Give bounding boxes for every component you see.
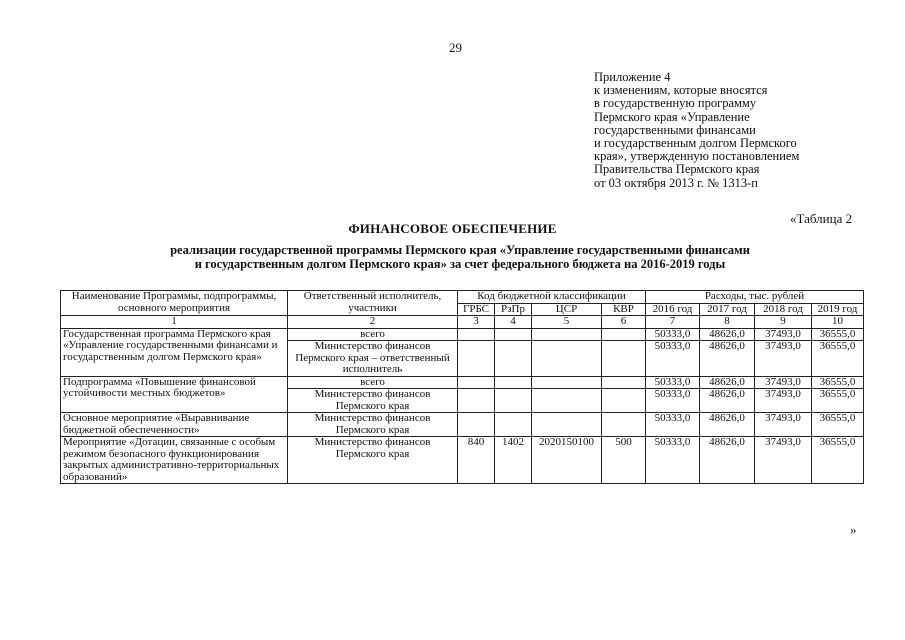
cell-grbs [458, 341, 495, 377]
table-row [61, 376, 864, 389]
row-executor: Министерство финансов Пермского края [288, 413, 458, 437]
cell-kvr: 500 [602, 437, 646, 484]
row-executor: Министерство финансов Пермского края [288, 389, 458, 413]
header-kvr: КВР [602, 303, 646, 316]
closing-quote: » [850, 522, 857, 537]
header-csr: ЦСР [532, 303, 602, 316]
cell-csr: 2020150100 [532, 437, 602, 484]
cell-2019: 36555,0 [812, 328, 864, 341]
cell-2016: 50333,0 [646, 437, 700, 484]
cell-2018: 37493,0 [755, 389, 812, 413]
cell-grbs [458, 389, 495, 413]
row-executor: всего [288, 376, 458, 389]
appendix-note [594, 71, 884, 190]
cell-rzpr [495, 389, 532, 413]
cell-grbs [458, 413, 495, 437]
column-number: 8 [700, 316, 755, 329]
cell-2017: 48626,0 [700, 437, 755, 484]
header-name: Наименование Программы, подпрограммы, основного мероприятия [61, 291, 288, 316]
cell-kvr [602, 389, 646, 413]
cell-grbs: 840 [458, 437, 495, 484]
cell-2019: 36555,0 [812, 437, 864, 484]
appendix-line: Пермского края «Управление [594, 109, 750, 124]
appendix-line: и государственным долгом Пермского [594, 136, 797, 151]
appendix-line: Приложение 4 [594, 70, 671, 84]
cell-rzpr: 1402 [495, 437, 532, 484]
cell-rzpr [495, 376, 532, 389]
appendix-line: в государственную программу [594, 96, 757, 111]
subtitle-line: реализации государственной программы Пермского края «Управление государственными финансами [170, 243, 750, 257]
row-executor: всего [288, 328, 458, 341]
header-2016: 2016 год [646, 303, 700, 316]
column-number: 9 [755, 316, 812, 329]
column-number: 2 [288, 316, 458, 329]
document-subtitle [80, 243, 840, 271]
header-2018: 2018 год [755, 303, 812, 316]
cell-grbs [458, 328, 495, 341]
document-title: ФИНАНСОВОЕ ОБЕСПЕЧЕНИЕ [348, 221, 557, 236]
cell-2017: 48626,0 [700, 389, 755, 413]
row-executor: Министерство финансов Пермского края – ответственный исполнитель [288, 341, 458, 377]
header-expenses: Расходы, тыс. рублей [646, 291, 864, 304]
column-number: 3 [458, 316, 495, 329]
cell-2017: 48626,0 [700, 328, 755, 341]
table-row [61, 437, 864, 484]
financing-table [60, 290, 864, 484]
cell-2017: 48626,0 [700, 376, 755, 389]
cell-2017: 48626,0 [700, 341, 755, 377]
cell-2016: 50333,0 [646, 413, 700, 437]
cell-csr [532, 413, 602, 437]
row-name: Подпрограмма «Повышение финансовой устойчивости местных бюджетов» [61, 376, 288, 413]
cell-kvr [602, 328, 646, 341]
appendix-line: государственными финансами [594, 122, 756, 137]
column-number: 1 [61, 316, 288, 329]
cell-csr [532, 376, 602, 389]
row-name: Государственная программа Пермского края «Управление государственными финансами и государственным долгом Пермского края» [61, 328, 288, 376]
header-grbs: ГРБС [458, 303, 495, 316]
cell-grbs [458, 376, 495, 389]
column-number: 10 [812, 316, 864, 329]
row-name: Основное мероприятие «Выравнивание бюджетной обеспеченности» [61, 413, 288, 437]
column-number: 6 [602, 316, 646, 329]
cell-2019: 36555,0 [812, 376, 864, 389]
cell-2018: 37493,0 [755, 413, 812, 437]
cell-csr [532, 328, 602, 341]
header-2017: 2017 год [700, 303, 755, 316]
table-label: «Таблица 2 [790, 211, 853, 226]
cell-2016: 50333,0 [646, 376, 700, 389]
cell-2019: 36555,0 [812, 389, 864, 413]
cell-2016: 50333,0 [646, 328, 700, 341]
cell-2016: 50333,0 [646, 341, 700, 377]
subtitle-line: и государственным долгом Пермского края» за счет федерального бюджета на 2016-2019 годы [194, 257, 726, 271]
cell-kvr [602, 376, 646, 389]
row-executor: Министерство финансов Пермского края [288, 437, 458, 484]
cell-2018: 37493,0 [755, 328, 812, 341]
cell-rzpr [495, 341, 532, 377]
header-budget-code: Код бюджетной классификации [458, 291, 646, 304]
table-row [61, 328, 864, 341]
appendix-line: края», утвержденную постановлением [594, 149, 800, 164]
header-executor: Ответственный исполнитель, участники [288, 291, 458, 316]
cell-2018: 37493,0 [755, 437, 812, 484]
row-name: Мероприятие «Дотации, связанные с особым режимом безопасного функционирования закрытых административно-территориальных образований» [61, 437, 288, 484]
appendix-line: Правительства Пермского края [594, 162, 760, 177]
cell-csr [532, 341, 602, 377]
appendix-line: к изменениям, которые вносятся [594, 83, 768, 98]
header-2019: 2019 год [812, 303, 864, 316]
cell-2018: 37493,0 [755, 341, 812, 377]
cell-2016: 50333,0 [646, 389, 700, 413]
page-number: 29 [449, 40, 462, 55]
cell-rzpr [495, 413, 532, 437]
header-rzpr: РзПр [495, 303, 532, 316]
cell-2019: 36555,0 [812, 413, 864, 437]
column-number: 5 [532, 316, 602, 329]
table-row [61, 413, 864, 437]
cell-kvr [602, 341, 646, 377]
cell-2018: 37493,0 [755, 376, 812, 389]
cell-2019: 36555,0 [812, 341, 864, 377]
column-number: 7 [646, 316, 700, 329]
column-number: 4 [495, 316, 532, 329]
cell-kvr [602, 413, 646, 437]
cell-rzpr [495, 328, 532, 341]
cell-2017: 48626,0 [700, 413, 755, 437]
appendix-line: от 03 октября 2013 г. № 1313-п [594, 175, 758, 190]
cell-csr [532, 389, 602, 413]
